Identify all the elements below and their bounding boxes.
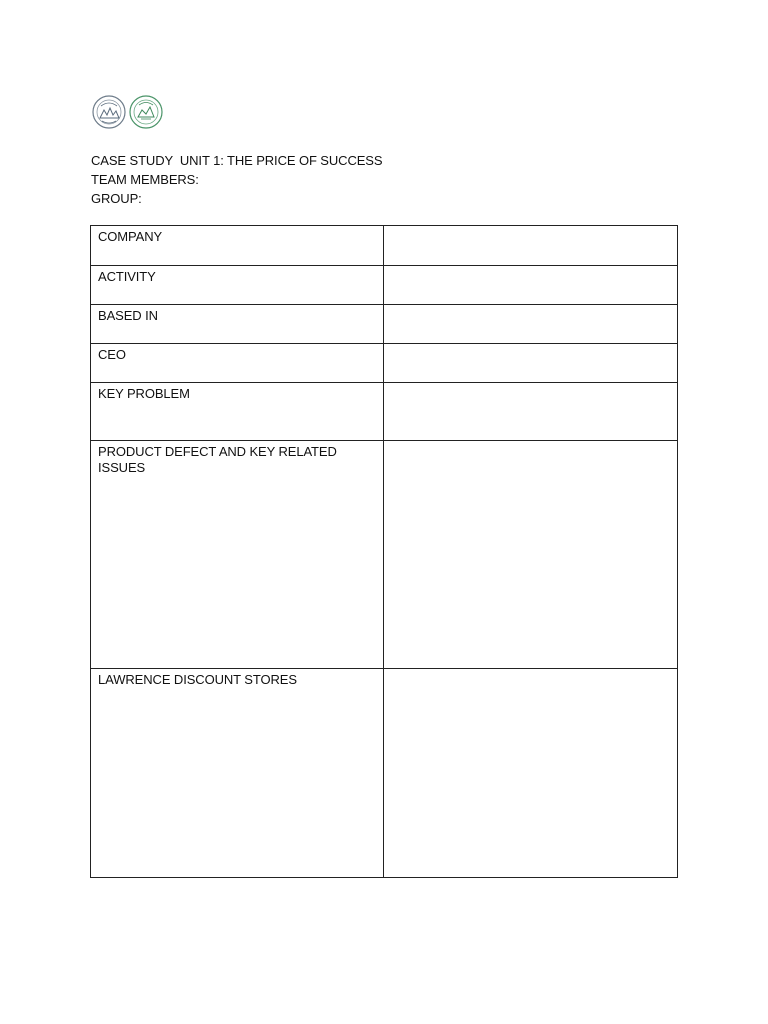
row-label-lawrence-discount-stores: LAWRENCE DISCOUNT STORES [91, 669, 384, 878]
university-seal-icon [92, 95, 126, 129]
case-study-form-table [90, 225, 678, 878]
row-label-product-defect: PRODUCT DEFECT AND KEY RELATED ISSUES [91, 441, 384, 669]
logo-group [92, 95, 163, 129]
row-field-product-defect[interactable] [384, 441, 678, 669]
document-header [91, 151, 382, 208]
table-row-key-problem [91, 383, 678, 441]
row-label-ceo: CEO [91, 344, 384, 383]
mountain-seal-icon [129, 95, 163, 129]
row-field-company[interactable] [384, 226, 678, 266]
table-row-lawrence-discount-stores [91, 669, 678, 878]
row-field-key-problem[interactable] [384, 383, 678, 441]
table-row-activity [91, 266, 678, 305]
table-row-product-defect [91, 441, 678, 669]
table-row-based-in [91, 305, 678, 344]
table-row-company [91, 226, 678, 266]
row-field-ceo[interactable] [384, 344, 678, 383]
row-label-key-problem: KEY PROBLEM [91, 383, 384, 441]
row-label-based-in: BASED IN [91, 305, 384, 344]
table-row-ceo [91, 344, 678, 383]
row-field-based-in[interactable] [384, 305, 678, 344]
group-label: GROUP: [91, 191, 142, 206]
row-label-company: COMPANY [91, 226, 384, 266]
row-label-activity: ACTIVITY [91, 266, 384, 305]
row-field-activity[interactable] [384, 266, 678, 305]
case-study-title: CASE STUDY UNIT 1: THE PRICE OF SUCCESS [91, 153, 383, 168]
team-members-label: TEAM MEMBERS: [91, 172, 199, 187]
row-field-lawrence-discount-stores[interactable] [384, 669, 678, 878]
